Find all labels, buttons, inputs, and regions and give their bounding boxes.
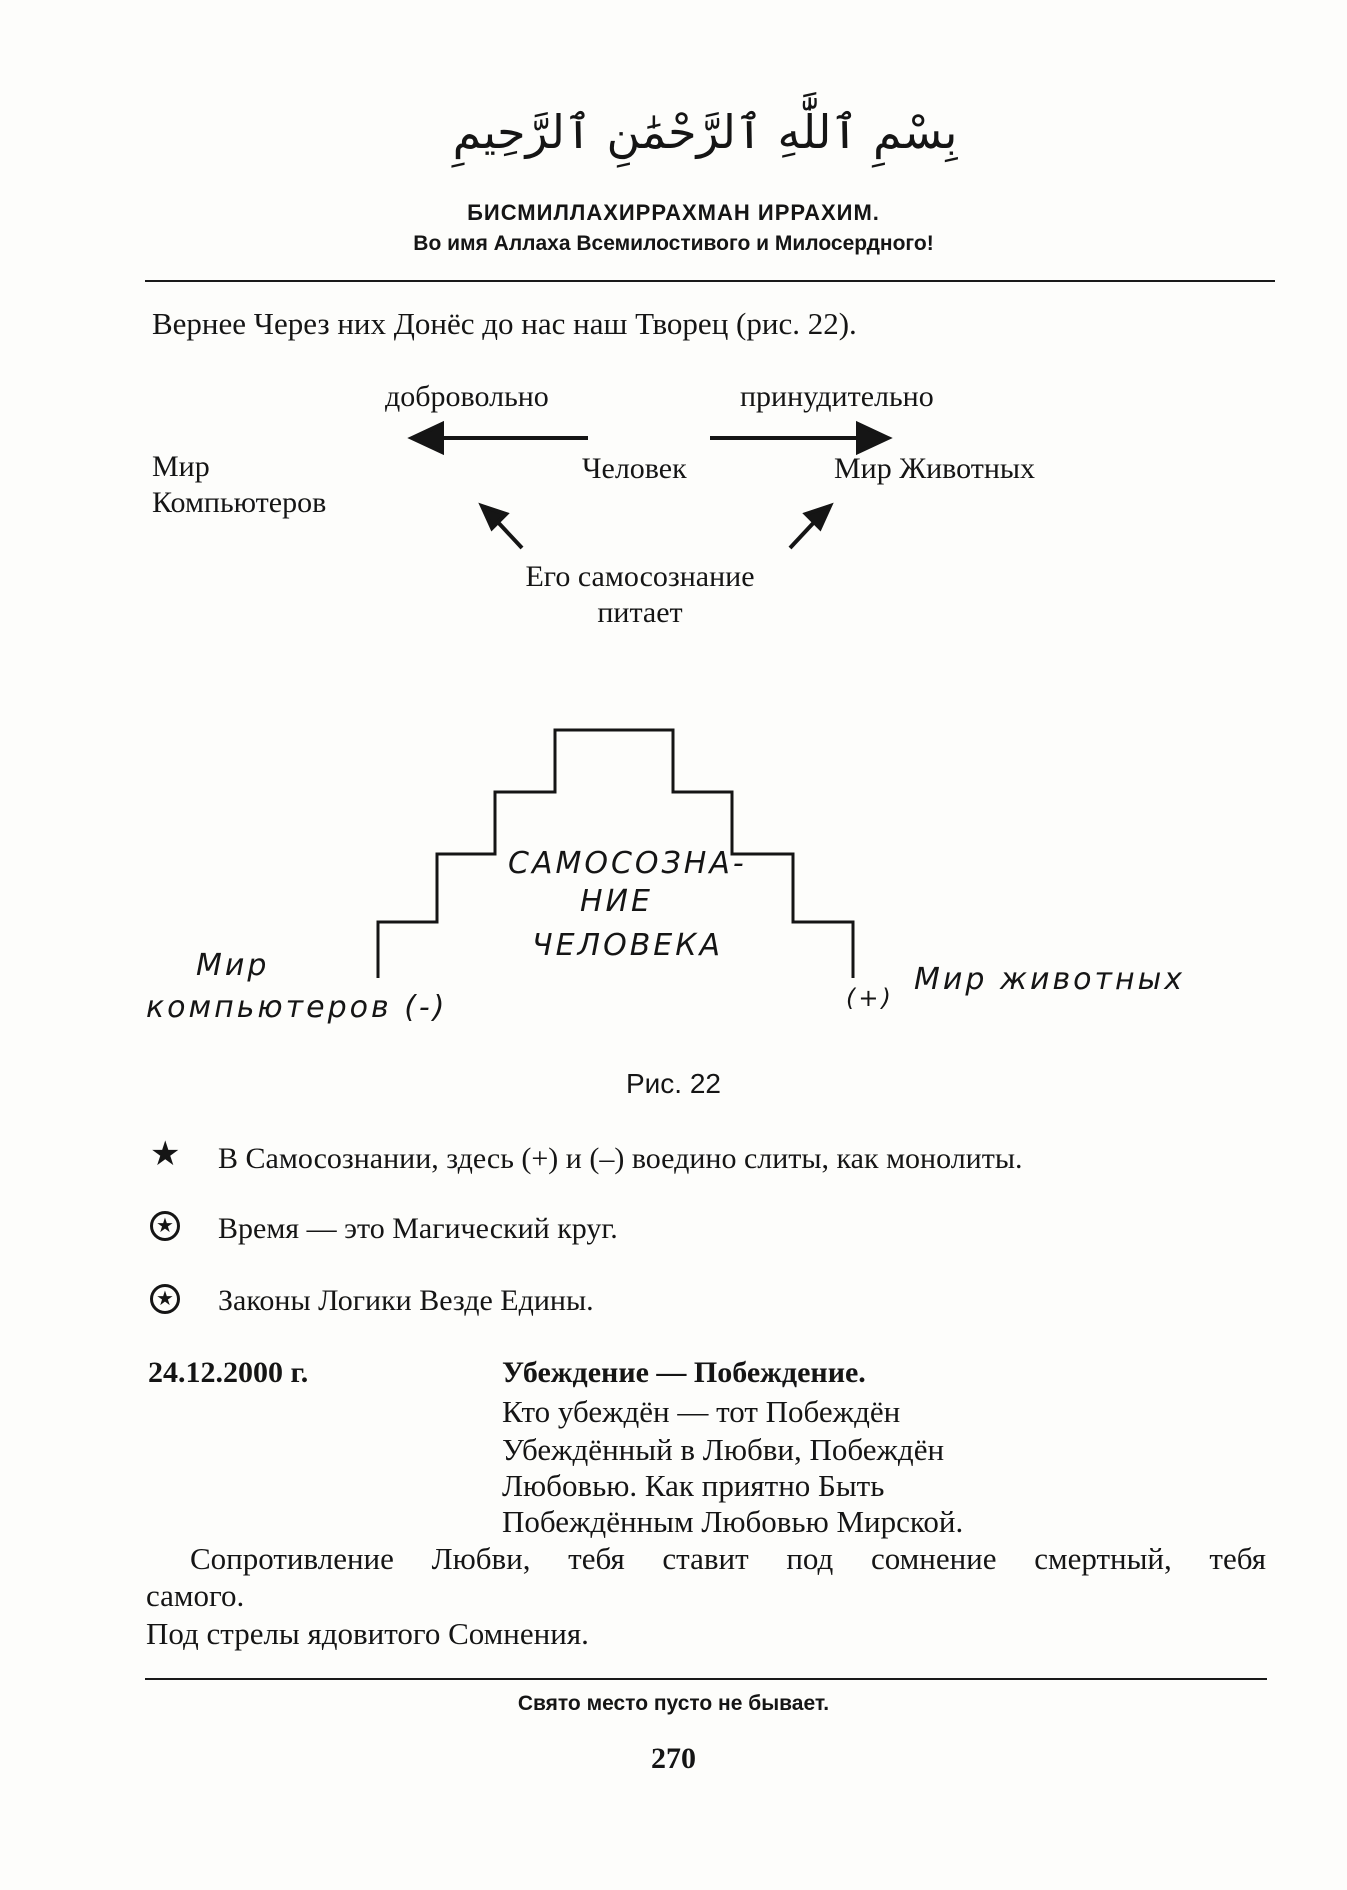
voluntary-label: добровольно — [385, 380, 549, 413]
page-number: 270 — [651, 1742, 696, 1775]
arrow-right-head — [858, 424, 888, 452]
human-label: Человек — [582, 452, 687, 485]
figure-caption: Рис. 22 — [625, 1068, 722, 1099]
header-divider — [145, 280, 1275, 282]
paragraph-1-line-2: самого. — [146, 1578, 245, 1613]
pyramid-right-sign: (+) — [846, 984, 894, 1012]
footer-text: Свято место пусто не бывает. — [517, 1692, 830, 1715]
entry-line-1: Кто убеждён — тот Побеждён — [502, 1394, 901, 1429]
header-title: БИСМИЛЛАХИРРАХМАН ИРРАХИМ. — [467, 200, 880, 225]
intro-text: Вернее Через них Донёс до нас наш Творец (рис. 22). — [152, 306, 857, 341]
computers-world-line2: Компьютеров — [152, 486, 327, 519]
footer-divider — [145, 1678, 1267, 1680]
arrow-left-head — [412, 424, 442, 452]
paragraph-2: Под стрелы ядовитого Сомнения. — [146, 1616, 589, 1651]
bullet-1: В Самосознании, здесь (+) и (–) воедино слиты, как монолиты. — [218, 1142, 1023, 1175]
pyramid-left-line1: Мир — [196, 948, 270, 983]
pyramid-right-label: Мир животных — [914, 962, 1186, 997]
entry-date: 24.12.2000 г. — [148, 1356, 309, 1389]
pyramid-center-line1: САМОСОЗНА- — [508, 846, 747, 881]
entry-line-3: Любовью. Как приятно Быть — [502, 1468, 885, 1503]
arrow-up-right-head — [806, 506, 830, 528]
circled-star-icon: ★ — [150, 1284, 180, 1314]
bullet-3: Законы Логики Везде Едины. — [218, 1284, 594, 1317]
circled-star-icon: ★ — [150, 1211, 180, 1241]
pyramid-left-line2: компьютеров (-) — [146, 990, 448, 1025]
arrow-up-left-shaft — [494, 518, 522, 548]
bismillah-calligraphy-text: بِسْمِ ٱللَّٰهِ ٱلرَّحْمَٰنِ ٱلرَّحِيمِ — [452, 105, 958, 159]
pyramid-center-line3: ЧЕЛОВЕКА — [532, 928, 724, 963]
star-icon: ★ — [150, 1136, 181, 1173]
arrow-up-left-head — [482, 506, 506, 528]
paragraph-1-line-1: Сопротивление Любви, тебя ставит под сомнение смертный, тебя — [190, 1541, 1266, 1576]
bismillah-calligraphy — [452, 78, 958, 188]
animals-world-label: Мир Животных — [834, 452, 1036, 485]
entry-line-4: Побеждённым Любовью Мирской. — [502, 1504, 964, 1539]
forced-label: принудительно — [740, 380, 934, 413]
bullet-2: Время — это Магический круг. — [218, 1212, 618, 1245]
entry-line-2: Убеждённый в Любви, Побеждён — [502, 1432, 945, 1467]
self-awareness-line1: Его самосознание — [525, 560, 755, 593]
self-awareness-line2: питает — [597, 596, 683, 629]
pyramid-center-line2: НИЕ — [580, 884, 653, 919]
computers-world-line1: Мир — [152, 450, 210, 483]
entry-title: Убеждение — Побеждение. — [502, 1356, 866, 1389]
arrow-up-right-shaft — [790, 518, 818, 548]
header-subtitle: Во имя Аллаха Всемилостивого и Милосердного! — [413, 232, 934, 255]
